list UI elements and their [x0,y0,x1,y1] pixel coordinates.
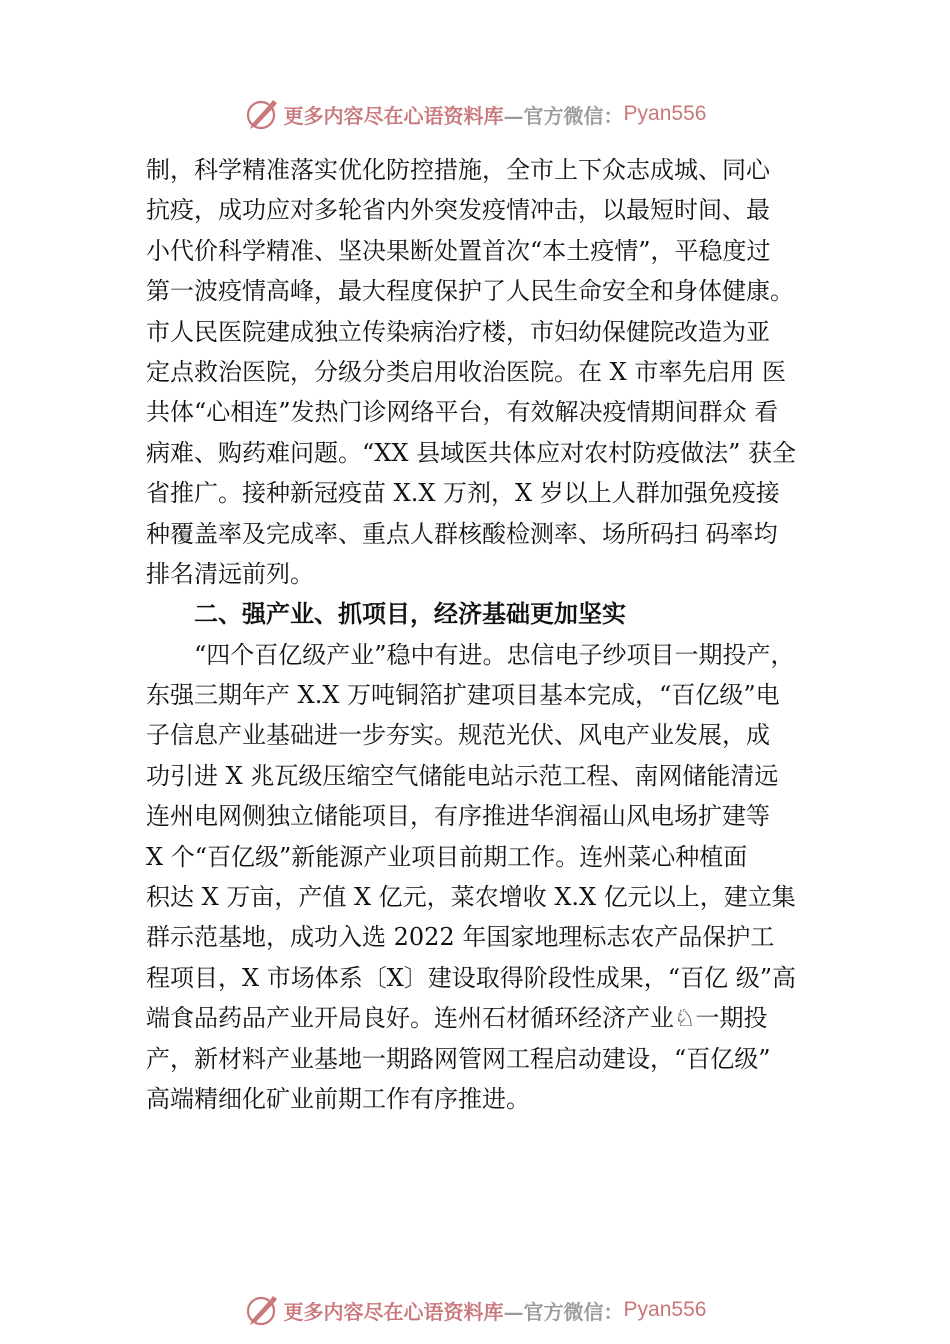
watermark-banner-top [0,94,950,134]
text-line: 子信息产业基础进一步夯实。规范光伏、风电产业发展，成 [146,721,770,750]
text-line: 端食品药品产业开局良好。连州石材循环经济产业♘一期投 [146,1004,768,1033]
text-line: 种覆盖率及完成率、重点人群核酸检测率、场所码扫 码率均 [146,519,778,548]
text-line: 产，新材料产业基地一期路网管网工程启动建设，“百亿级” [146,1044,771,1073]
text-line: 群示范基地，成功入选 2022 年国家地理标志农产品保护工 [146,923,775,952]
text-line: 连州电网侧独立储能项目，有序推进华润福山风电场扩建等 [146,802,770,831]
text-line: 制，科学精准落实优化防控措施，全市上下众志成城、同心 [146,156,770,184]
text-line: 共体“心相连”发热门诊网络平台，有效解决疫情期间群众 看 [146,398,779,427]
text-line: 程项目，X 市场体系〔X〕建设取得阶段性成果，“百亿 级”高 [146,963,796,992]
watermark-banner-bottom [0,1290,950,1330]
text-line: 市人民医院建成独立传染病治疗楼，市妇幼保健院改造为亚 [146,317,770,346]
text-line: 第一波疫情高峰，最大程度保护了人民生命安全和身体健康。 [146,277,794,306]
section-heading: 二、强产业、抓项目，经济基础更加坚实 [194,600,626,629]
text-line: 高端精细化矿业前期工作有序推进。 [146,1084,530,1113]
watermark-sub-text: —官方微信： [503,103,624,128]
text-line: 小代价科学精准、坚决果断处置首次“本土疫情”，平稳度过 [146,236,771,265]
text-line: 抗疫，成功应对多轮省内外突发疫情冲击，以最短时间、最 [146,196,770,225]
watermark-sub-text: —官方微信： [503,1299,624,1324]
watermark-main-text: 更多内容尽在心语资料库 [283,103,504,128]
text-line: X 个“百亿级”新能源产业项目前期工作。连州菜心种植面 [146,842,748,871]
pen-logo-icon [244,96,280,132]
watermark-handle: Pyan556 [623,1298,707,1321]
document-body [146,150,826,1119]
text-line: 东强三期年产 X.X 万吨铜箔扩建项目基本完成，“百亿级”电 [146,681,780,710]
text-line: 积达 X 万亩，产值 X 亿元，菜农增收 X.X 亿元以上，建立集 [146,883,796,912]
text-line: 排名清远前列。 [146,559,314,588]
pen-logo-icon [244,1292,280,1328]
text-line: 省推广。接种新冠疫苗 X.X 万剂，X 岁以上人群加强免疫接 [146,479,780,508]
text-line: 病难、购药难问题。“XX 县域医共体应对农村防疫做法” 获全 [146,438,796,467]
text-line: 定点救治医院，分级分类启用收治医院。在 X 市率先启用 医 [146,357,786,386]
text-line: 功引进 X 兆瓦级压缩空气储能电站示范工程、南网储能清远 [146,761,779,790]
watermark-handle: Pyan556 [623,102,707,125]
text-line: “四个百亿级产业”稳中有进。忠信电子纱项目一期投产， [194,640,795,669]
watermark-main-text: 更多内容尽在心语资料库 [283,1299,504,1324]
